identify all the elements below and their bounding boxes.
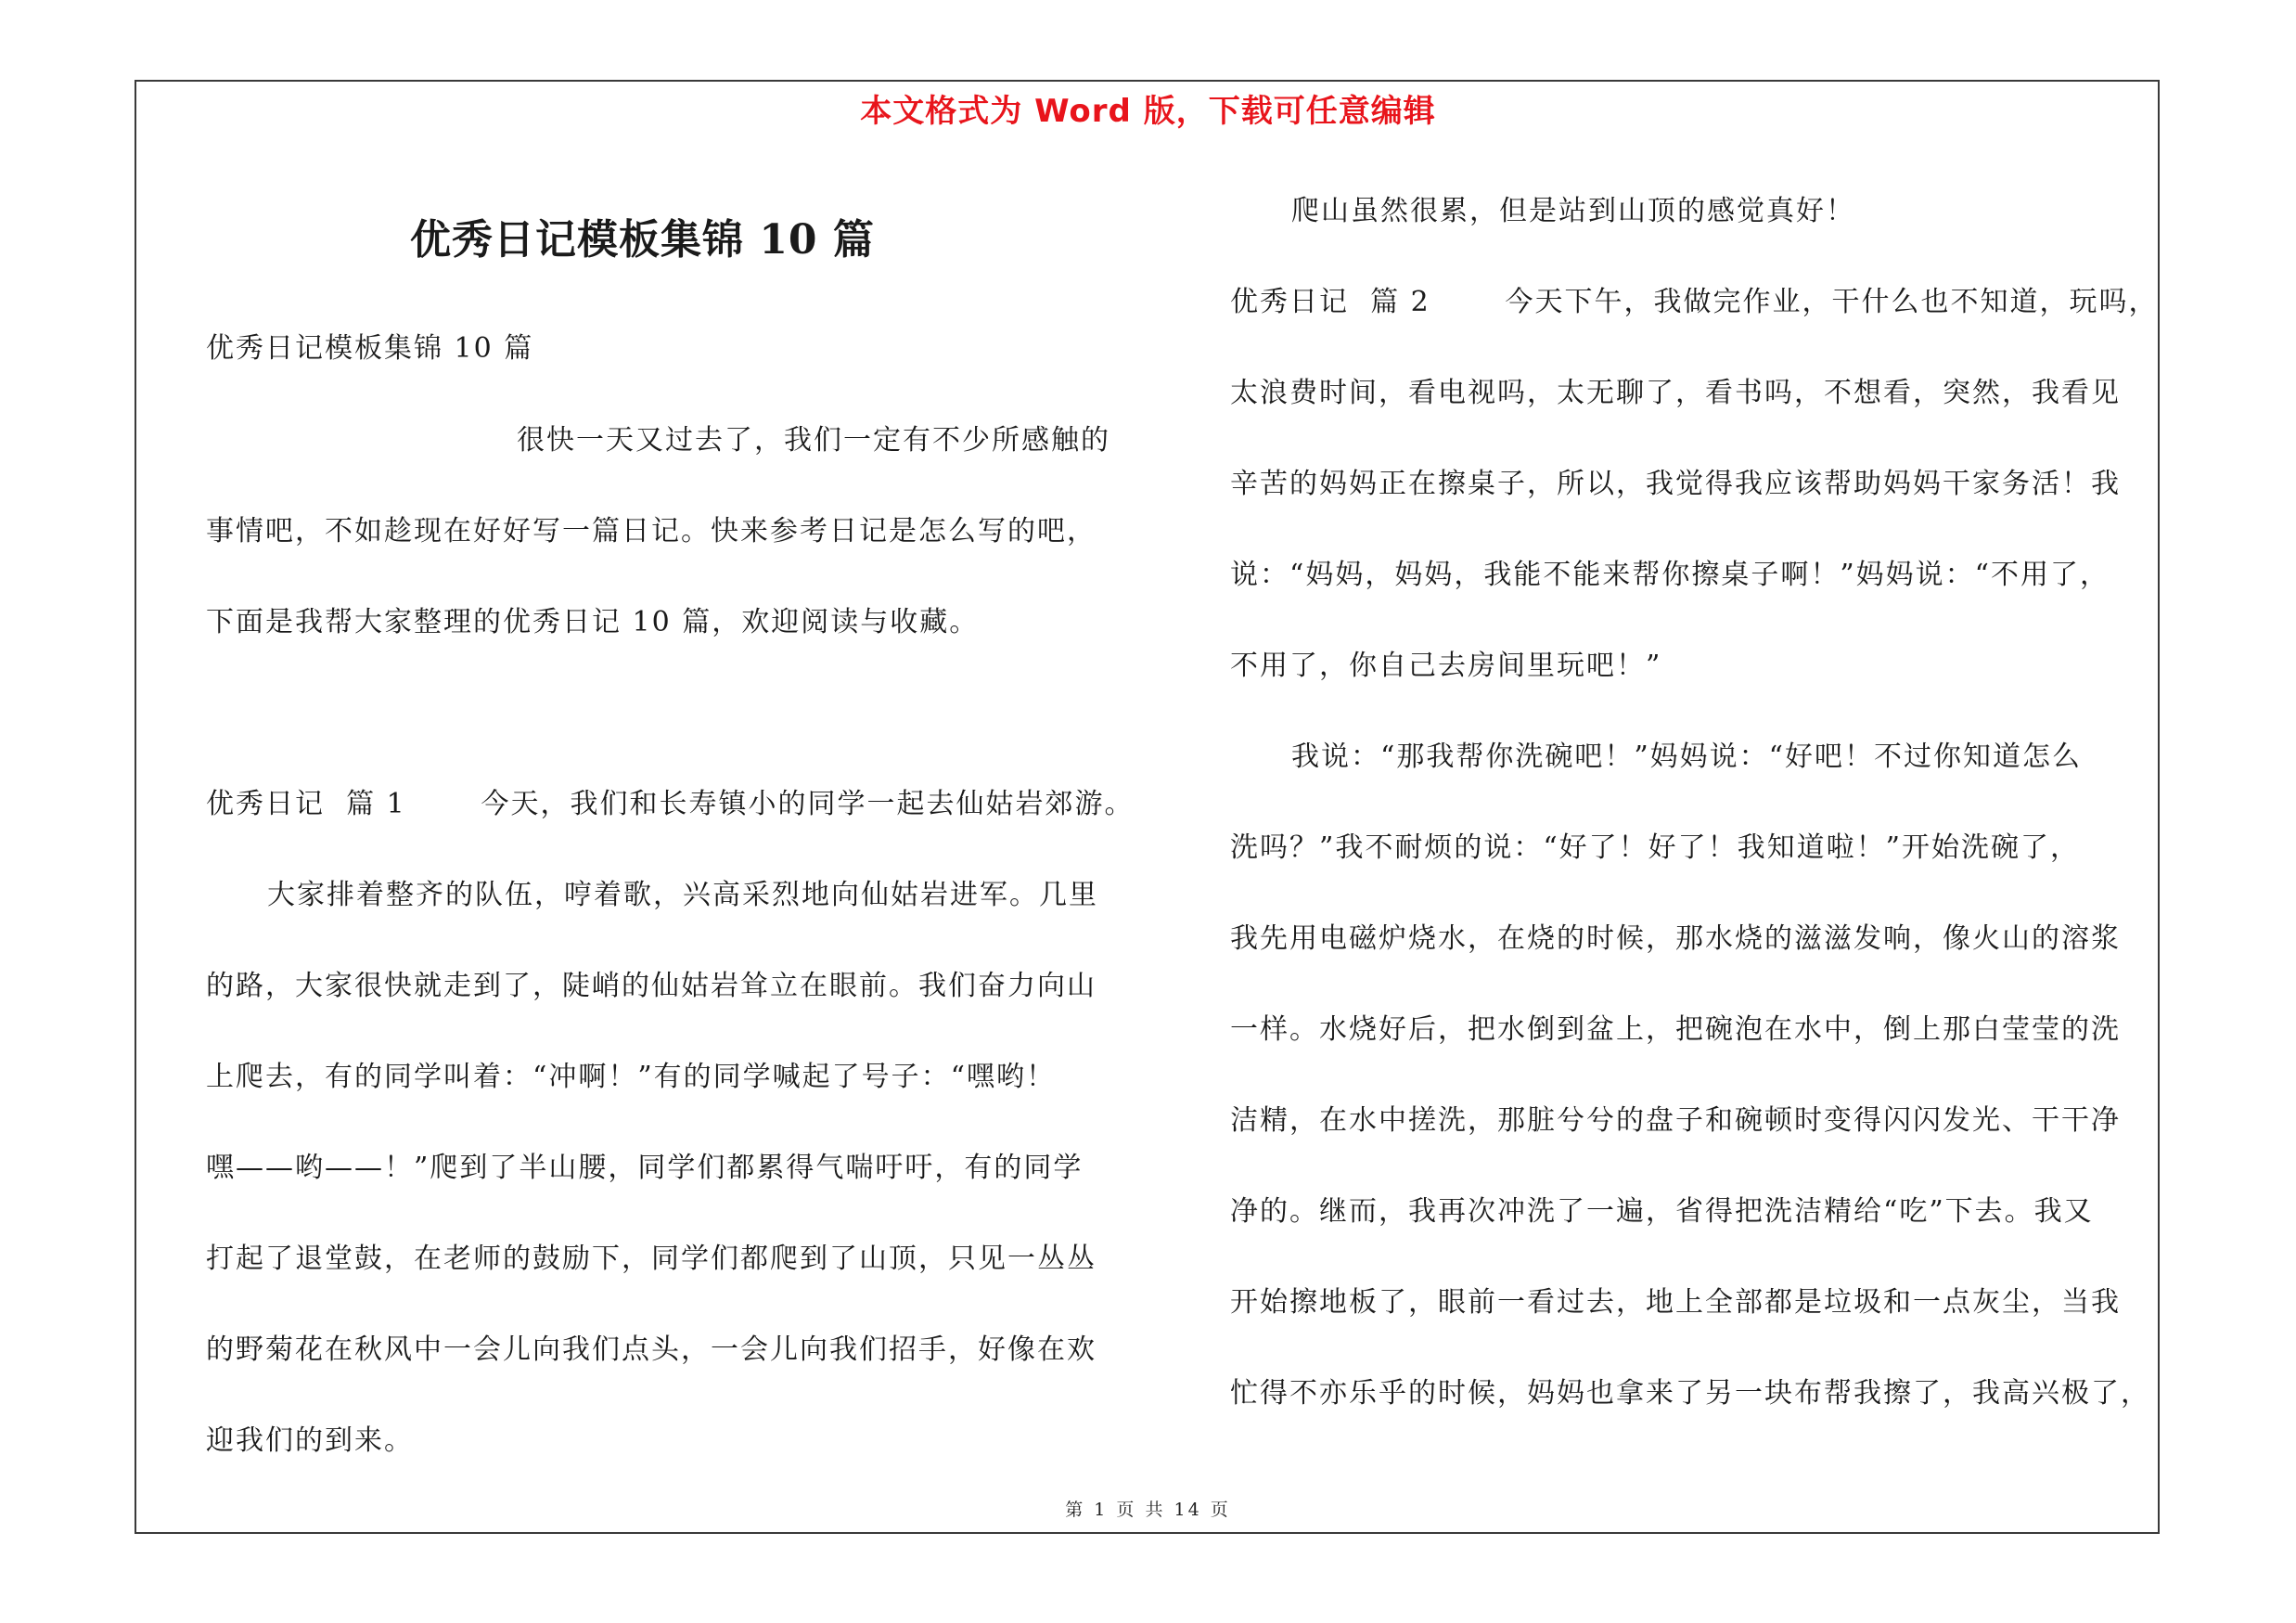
text-line: 上爬去，有的同学叫着：“冲啊！”有的同学喊起了号子：“嘿哟！ [206,1061,1057,1093]
text-line: 下面是我帮大家整理的优秀日记 10 篇，欢迎阅读与收藏。 [206,606,980,638]
subtitle-line: 优秀日记模板集锦 10 篇 [206,332,534,365]
text-line: 我先用电磁炉烧水，在烧的时候，那水烧的滋滋发响，像火山的溶浆 [1230,922,2121,955]
text-line: 爬山虽然很累，但是站到山顶的感觉真好！ [1291,195,1855,227]
entry-heading-line: 优秀日记 篇 2 今天下午，我做完作业，干什么也不知道，玩吗， [1230,286,2159,318]
text-line: 事情吧，不如趁现在好好写一篇日记。快来参考日记是怎么写的吧， [206,515,1097,547]
text-line: 净的。继而，我再次冲洗了一遍，省得把洗洁精给“吃”下去。我又 [1230,1195,2094,1228]
entry-heading-line: 优秀日记 篇 1 今天，我们和长寿镇小的同学一起去仙姑岩郊游。 [206,788,1135,820]
text-line: 的路，大家很快就走到了，陡峭的仙姑岩耸立在眼前。我们奋力向山 [206,970,1097,1002]
text-line: 不用了，你自己去房间里玩吧！” [1230,650,1662,682]
text-line: 嘿——哟——！”爬到了半山腰，同学们都累得气喘吁吁，有的同学 [206,1152,1084,1184]
document-title: 优秀日记模板集锦 10 篇 [410,216,875,264]
text-line: 的野菊花在秋风中一会儿向我们点头，一会儿向我们招手，好像在欢 [206,1333,1097,1366]
text-line: 忙得不亦乐乎的时候，妈妈也拿来了另一块布帮我擦了，我高兴极了， [1230,1377,2150,1410]
text-line: 辛苦的妈妈正在擦桌子，所以，我觉得我应该帮助妈妈干家务活！我 [1230,468,2121,500]
editable-banner: 本文格式为 Word 版，下载可任意编辑 [860,93,1436,130]
text-line: 我说：“那我帮你洗碗吧！”妈妈说：“好吧！不过你知道怎么 [1291,741,2083,773]
page-number-footer: 第 1 页 共 14 页 [1065,1500,1231,1520]
text-line: 大家排着整齐的队伍，哼着歌，兴高采烈地向仙姑岩进军。几里 [267,879,1098,911]
text-line: 太浪费时间，看电视吗，太无聊了，看书吗，不想看，突然，我看见 [1230,377,2121,409]
text-line: 开始擦地板了，眼前一看过去，地上全部都是垃圾和一点灰尘，当我 [1230,1286,2121,1319]
text-line: 迎我们的到来。 [206,1424,414,1457]
text-line: 说：“妈妈，妈妈，我能不能来帮你擦桌子啊！”妈妈说：“不用了， [1230,559,2110,591]
text-line: 很快一天又过去了，我们一定有不少所感触的 [517,424,1110,457]
text-line: 洁精，在水中搓洗，那脏兮兮的盘子和碗顿时变得闪闪发光、干干净 [1230,1104,2121,1137]
text-line: 洗吗？”我不耐烦的说：“好了！好了！我知道啦！”开始洗碗了， [1230,831,2081,864]
text-line: 打起了退堂鼓，在老师的鼓励下，同学们都爬到了山顶，只见一丛丛 [206,1243,1097,1275]
text-line: 一样。水烧好后，把水倒到盆上，把碗泡在水中，倒上那白莹莹的洗 [1230,1013,2121,1046]
